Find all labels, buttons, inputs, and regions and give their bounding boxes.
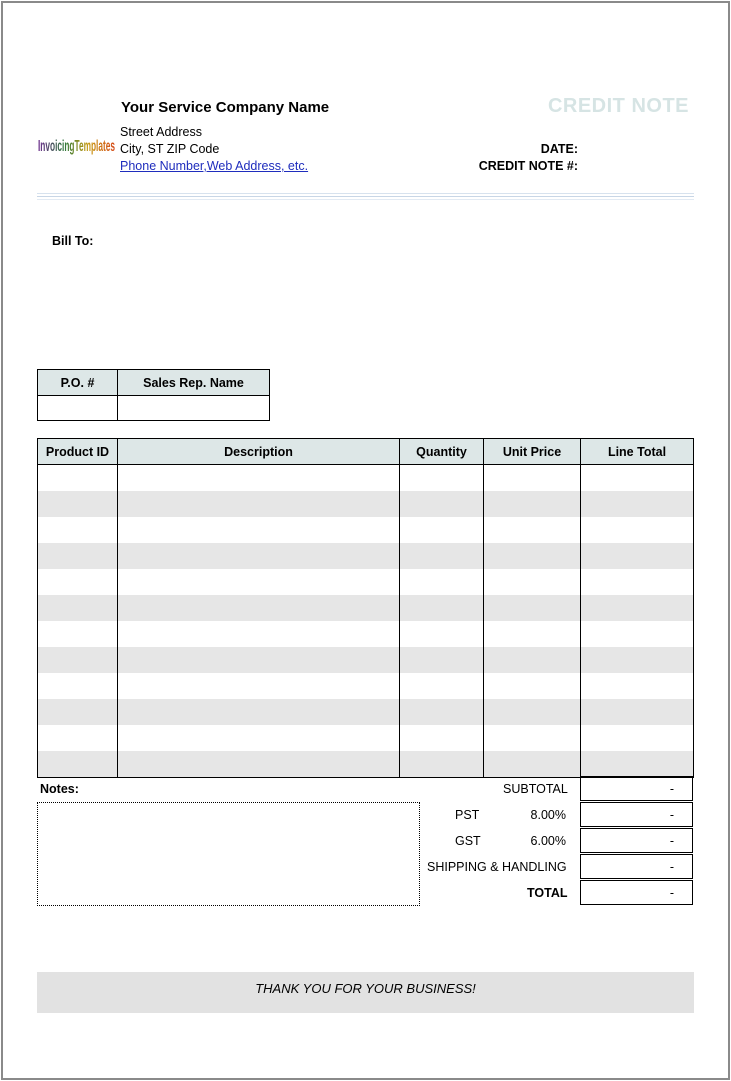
table-cell[interactable] — [400, 725, 484, 751]
table-cell[interactable] — [118, 621, 400, 647]
table-row — [38, 517, 694, 543]
logo-text: InvoicingTemplates — [38, 137, 116, 155]
table-cell[interactable] — [581, 647, 694, 673]
table-row — [38, 491, 694, 517]
table-cell[interactable] — [118, 543, 400, 569]
document-title: CREDIT NOTE — [547, 95, 689, 117]
header-divider — [37, 199, 694, 200]
total-label: TOTAL — [527, 886, 568, 900]
table-cell[interactable] — [400, 517, 484, 543]
footer-message: THANK YOU FOR YOUR BUSINESS! — [37, 972, 694, 1013]
company-logo — [38, 124, 116, 158]
credit-note-number-label: CREDIT NOTE #: — [478, 159, 578, 173]
table-cell[interactable] — [118, 491, 400, 517]
table-cell[interactable] — [400, 543, 484, 569]
table-cell[interactable] — [118, 699, 400, 725]
table-cell[interactable] — [400, 647, 484, 673]
table-cell[interactable] — [484, 725, 581, 751]
pst-rate: 8.00% — [530, 808, 566, 822]
table-cell[interactable] — [38, 465, 118, 492]
table-cell[interactable] — [484, 595, 581, 621]
table-cell[interactable] — [118, 673, 400, 699]
table-cell[interactable] — [38, 699, 118, 725]
gst-rate: 6.00% — [530, 834, 566, 848]
header-divider — [37, 196, 694, 197]
table-cell[interactable] — [581, 699, 694, 725]
table-row — [38, 543, 694, 569]
table-cell[interactable] — [484, 491, 581, 517]
company-name: Your Service Company Name — [121, 99, 330, 116]
table-cell[interactable] — [581, 725, 694, 751]
table-cell[interactable] — [118, 595, 400, 621]
shipping-value: - — [580, 854, 693, 879]
description-header: Description — [118, 439, 400, 465]
table-cell[interactable] — [38, 621, 118, 647]
table-row — [38, 621, 694, 647]
shipping-label: SHIPPING & HANDLING — [427, 860, 567, 874]
table-cell[interactable] — [400, 699, 484, 725]
table-cell[interactable] — [484, 569, 581, 595]
table-row — [38, 673, 694, 699]
table-cell[interactable] — [38, 543, 118, 569]
street-address: Street Address — [120, 125, 202, 139]
contact-link[interactable]: Phone Number,Web Address, etc. — [120, 159, 309, 173]
table-cell[interactable] — [400, 751, 484, 778]
table-cell[interactable] — [581, 517, 694, 543]
table-row — [38, 465, 694, 492]
date-label: DATE: — [540, 142, 578, 156]
table-row — [38, 569, 694, 595]
table-row — [38, 647, 694, 673]
total-value: - — [580, 880, 693, 905]
table-cell[interactable] — [400, 491, 484, 517]
table-cell[interactable] — [400, 569, 484, 595]
pst-value: - — [580, 802, 693, 827]
gst-value: - — [580, 828, 693, 853]
table-cell[interactable] — [484, 465, 581, 492]
gst-label: GST — [455, 834, 481, 848]
line-total-header: Line Total — [581, 439, 694, 465]
table-cell[interactable] — [38, 491, 118, 517]
subtotal-label: SUBTOTAL — [503, 782, 568, 796]
table-cell[interactable] — [118, 517, 400, 543]
bill-to-label: Bill To: — [52, 234, 94, 248]
table-cell[interactable] — [400, 621, 484, 647]
table-cell[interactable] — [484, 673, 581, 699]
table-cell[interactable] — [38, 725, 118, 751]
table-cell[interactable] — [581, 491, 694, 517]
table-cell[interactable] — [38, 595, 118, 621]
table-cell[interactable] — [118, 647, 400, 673]
table-cell[interactable] — [118, 751, 400, 778]
header-divider — [37, 193, 694, 194]
table-row — [38, 751, 694, 778]
notes-box[interactable] — [37, 802, 420, 906]
table-cell[interactable] — [581, 621, 694, 647]
subtotal-value: - — [580, 776, 693, 801]
table-cell[interactable] — [484, 751, 581, 778]
table-cell[interactable] — [484, 621, 581, 647]
table-cell[interactable] — [581, 595, 694, 621]
table-cell[interactable] — [400, 673, 484, 699]
table-row — [38, 699, 694, 725]
table-cell[interactable] — [118, 725, 400, 751]
table-cell[interactable] — [38, 569, 118, 595]
table-cell[interactable] — [484, 647, 581, 673]
table-cell[interactable] — [484, 543, 581, 569]
sales-rep-header: Sales Rep. Name — [118, 370, 270, 396]
table-cell[interactable] — [118, 465, 400, 492]
pst-label: PST — [455, 808, 480, 822]
table-cell[interactable] — [400, 595, 484, 621]
po-number-header: P.O. # — [38, 370, 118, 396]
table-cell[interactable] — [484, 699, 581, 725]
table-cell[interactable] — [38, 751, 118, 778]
table-cell[interactable] — [484, 517, 581, 543]
city-state-zip: City, ST ZIP Code — [120, 142, 220, 156]
table-cell[interactable] — [581, 569, 694, 595]
table-cell[interactable] — [38, 517, 118, 543]
table-cell[interactable] — [38, 673, 118, 699]
table-cell[interactable] — [118, 569, 400, 595]
table-row — [38, 725, 694, 751]
po-table — [37, 369, 270, 421]
unit-price-header: Unit Price — [484, 439, 581, 465]
table-cell[interactable] — [38, 647, 118, 673]
quantity-header: Quantity — [400, 439, 484, 465]
notes-label: Notes: — [40, 782, 79, 796]
po-number-cell[interactable] — [38, 396, 118, 421]
table-row — [38, 595, 694, 621]
product-id-header: Product ID — [38, 439, 118, 465]
table-cell[interactable] — [581, 673, 694, 699]
table-cell[interactable] — [581, 543, 694, 569]
items-table — [37, 438, 694, 778]
table-cell[interactable] — [400, 465, 484, 492]
table-cell[interactable] — [581, 751, 694, 778]
table-cell[interactable] — [581, 465, 694, 492]
sales-rep-cell[interactable] — [118, 396, 270, 421]
